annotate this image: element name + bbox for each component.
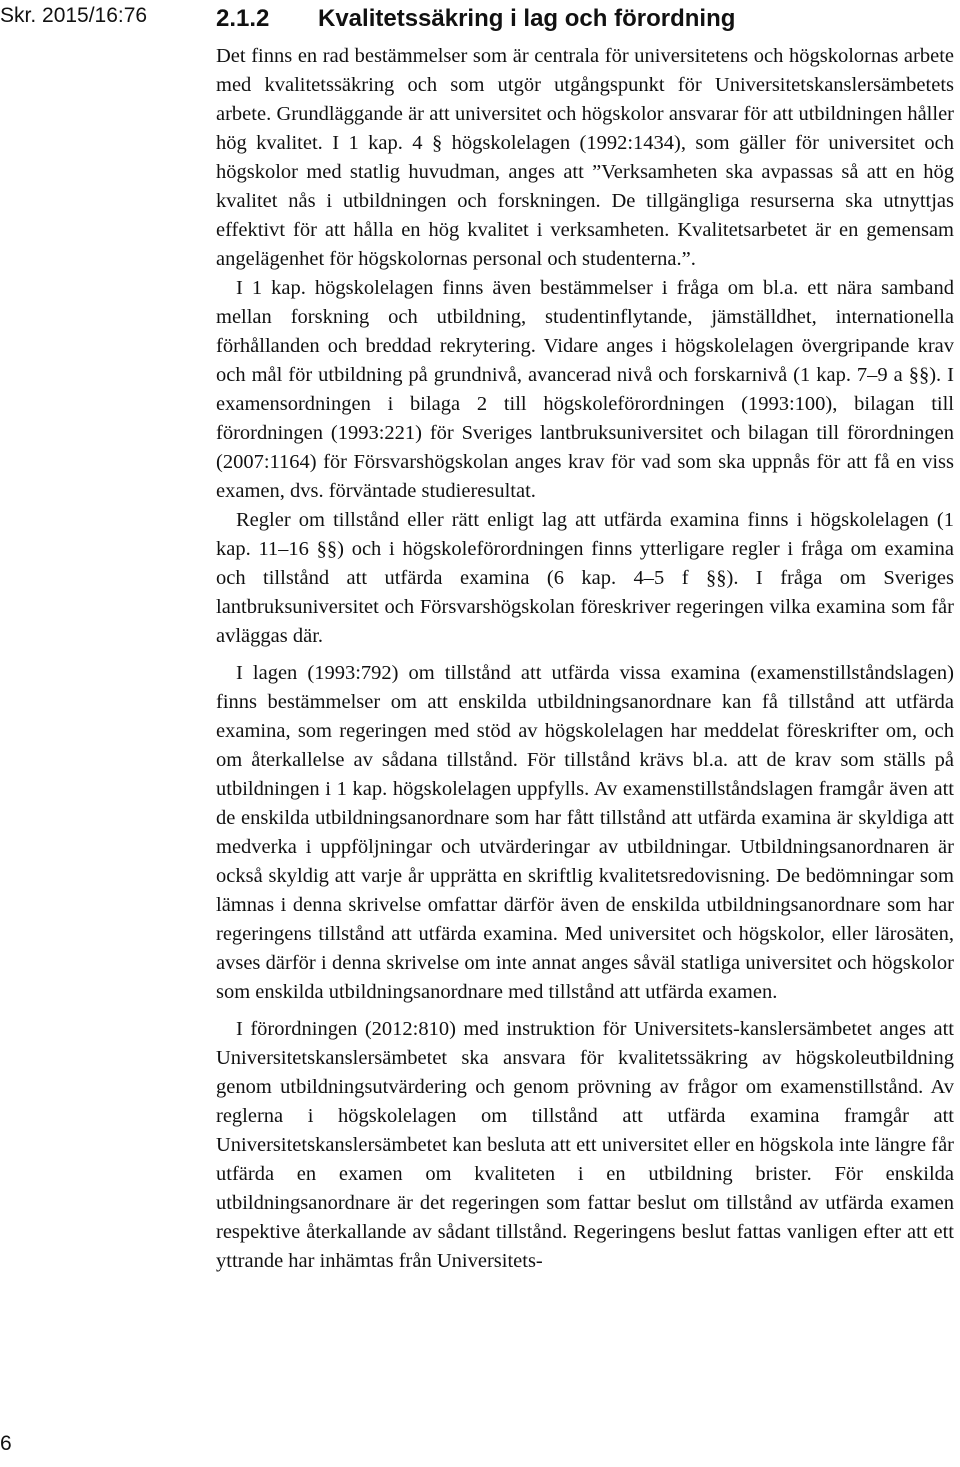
paragraph-hogskolelagen: I 1 kap. högskolelagen finns även bestämmelser i fråga om bl.a. ett nära samband mellan forskning och utbildning, studentinflytande, jämställdhet, internationella förhållanden och breddad rekrytering. Vidare anges i högskolelagen övergripande krav och mål för utbildning på grundnivå, avancerad nivå och forskarnivå (1 kap. 7–9 a §§). I examensordningen i bilaga 2 till högskoleförordningen (1993:100), bilagan till förordningen (1993:221) för Sveriges lantbruksuniversitet och bilagan till förordningen (2007:1164) för Försvarshögskolan anges krav för vad som ska uppnås för att få en viss examen, dvs. förväntade studieresultat. [216,277,954,502]
paragraph-examina-regler: Regler om tillstånd eller rätt enligt lag att utfärda examina finns i högskolelagen (1 kap. 11–16 §§) och i högskoleförordningen finns ytterligare regler i fråga om examina och tillstånd att utfärda examina (6 kap. 4–5 f §§). I fråga om Sveriges lantbruksuniversitet och Försvarshögskolan föreskriver regeringen vilka examina som får avläggas där. [216,509,954,647]
section-number: 2.1.2 [216,5,270,32]
section-heading [216,4,954,34]
paragraph-intro: Det finns en rad bestämmelser som är centrala för universitetens och högskolornas arbete med kvalitetssäkring och som utgör utgångspunkt för Universitetskanslersämbetets arbete. Grundläggande är att universitet och högskolor ansvarar för att utbildningen håller hög kvalitet. I 1 kap. 4 § högskolelagen (1992:1434), som gäller för universitet och högskolor med statlig huvudman, anges att ”Verksamheten ska avpassas så att en hög kvalitet nås i utbildningen och forskningen. De tillgängliga resurserna ska utnyttjas effektivt för att hålla en hög kvalitet i verksamheten. Kvalitetsarbetet är en gemensam angelägenhet för högskolornas personal och studenterna.”. [216,45,954,270]
page-number: 6 [0,1432,12,1455]
document-reference: Skr. 2015/16:76 [0,4,148,27]
document-body [216,4,954,1276]
paragraph-examenstillstand: I lagen (1993:792) om tillstånd att utfärda vissa examina (examenstillståndslagen) finns bestämmelser om att enskilda utbildningsanordnare kan få tillstånd att utfärda examina, som regeringen med stöd av högskolelagen har meddelat föreskrifter om, och om återkallelse av sådana tillstånd. För tillstånd krävs bl.a. att de krav som ställs på utbildningen i 1 kap. högskolelagen uppfylls. Av examenstillståndslagen framgår även att de enskilda utbildningsanordnare som har fått tillstånd att utfärda examina är skyldiga att medverka i uppföljningar och utvärderingar av utbildningar. Utbildningsanordnaren är också skyldig att varje år upprätta en skriftlig kvalitetsredovisning. De bedömningar som lämnas i denna skrivelse omfattar därför även de enskilda utbildningsanordnare som har regeringens tillstånd att utfärda examina. Med universitet och högskolor, eller lärosäten, avses därför i denna skrivelse om inte annat anges såväl statliga universitet och högskolor som enskilda utbildningsanordnare med tillstånd att utfärda examen. [216,662,954,1003]
paragraph-forordning-instruktion: I förordningen (2012:810) med instruktion för Universitets-kanslersämbetet anges att Universitetskanslersämbetet ska ansvara för kvalitetssäkring av högskoleutbildning genom utbildningsutvärdering och genom prövning av frågor om examenstillstånd. Av reglerna i högskolelagen om tillstånd att utfärda examina framgår att Universitetskanslersämbetet kan besluta att ett universitet eller en högskola inte längre får utfärda en examen om kvaliteten i en utbildning brister. För enskilda utbildningsanordnare är det regeringen som fattar beslut om tillstånd av utfärda examen respektive återkallande av sådant tillstånd. Regeringens beslut fattas vanligen efter att ett yttrande har inhämtas från Universitets- [216,1018,954,1272]
section-title: Kvalitetssäkring i lag och förordning [318,5,736,32]
